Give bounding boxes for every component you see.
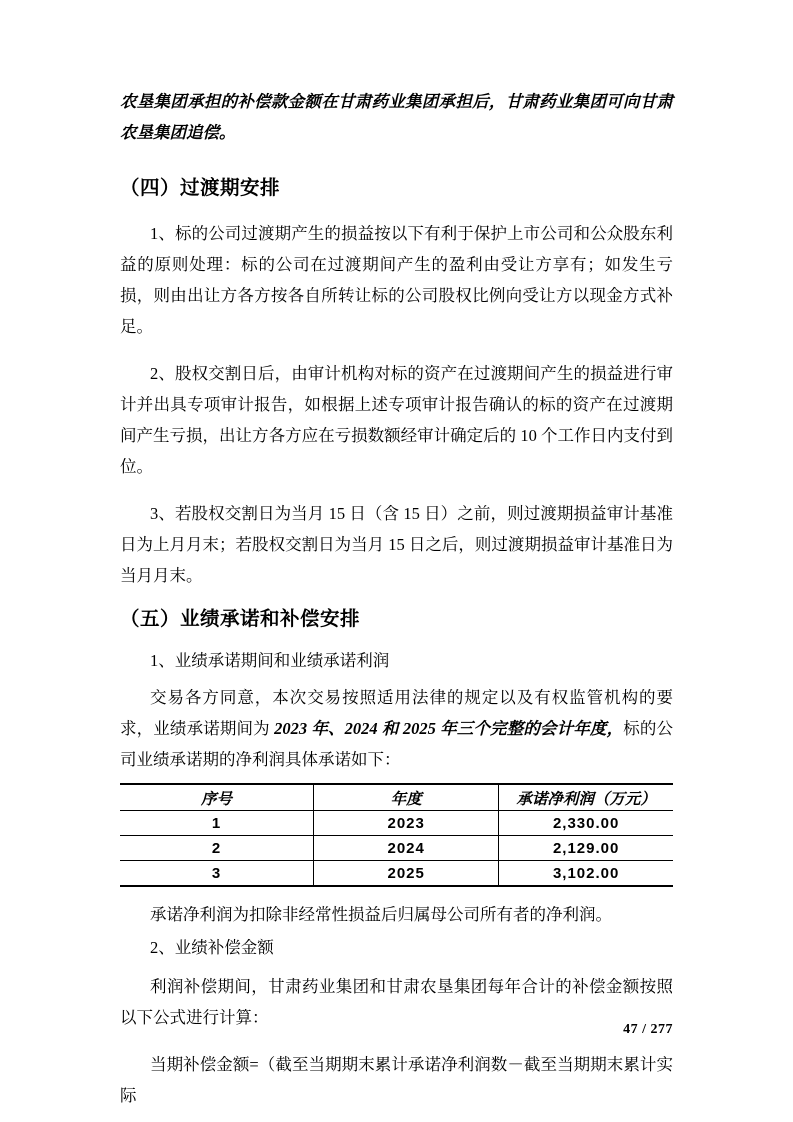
table-body [120,811,673,887]
section5-heading: （五）业绩承诺和补偿安排 [120,608,361,630]
commitment-text: 交易各方同意，本次交易按照适用法律的规定以及有权监管机构的要求，业绩承诺期间为 [120,688,673,738]
page-number: 47 / 277 [623,1022,673,1037]
table-cell: 2024 [314,836,499,861]
table-cell: 3 [211,864,222,882]
table-header-cell: 序号 [120,784,314,811]
table-row [120,836,673,861]
section4-heading: （四）过渡期安排 [120,177,281,199]
intro-paragraph: 农垦集团承担的补偿款金额在甘肃药业集团承担后，甘肃药业集团可向甘肃农垦集团追偿。 [120,92,673,142]
note-paragraph: 承诺净利润为扣除非经常性损益后归属母公司所有者的净利润。 [150,905,612,924]
table-cell: 2,330.00 [499,811,673,836]
section4-paragraph-2: 2、股权交割日后，由审计机构对标的资产在过渡期间产生的损益进行审计并出具专项审计报告，如根据上述专项审计报告确认的标的资产在过渡期间产生亏损，出让方各方应在亏损数额经审计确定后的 10 个工作日内支付到位。 [120,364,673,476]
table-cell: 2,129.00 [499,836,673,861]
section4-paragraph-1: 1、标的公司过渡期产生的损益按以下有利于保护上市公司和公众股东利益的原则处理：标的公司在过渡期间产生的盈利由受让方享有；如发生亏损，则由出让方各方按各自所转让标的公司股权比例向受让方以现金方式补足。 [120,224,673,336]
commitment-text: 标的公司业绩承诺期的净利润具体承诺如下： [120,719,674,769]
table-header-cell: 承诺净利润（万元） [499,784,673,811]
document-content [120,0,673,1111]
table-header-cell: 年度 [314,784,499,811]
commitment-paragraph [120,682,673,775]
item1-heading: 1、业绩承诺期间和业绩承诺利润 [150,651,390,670]
table-cell: 2025 [314,861,499,887]
commitment-period-bold-text: 2023 年、2024 和 2025 年三个完整的会计年度， [274,719,624,738]
formula-line-paragraph: 当期补偿金额=（截至当期期末累计承诺净利润数－截至当期期末累计实际 [120,1055,673,1105]
table-cell: 1 [120,811,314,836]
section4-paragraph-3: 3、若股权交割日为当月 15 日（含 15 日）之前，则过渡期损益审计基准日为上月月末；若股权交割日为当月 15 日之后，则过渡期损益审计基准日为当月月末。 [120,504,673,585]
table-cell: 3,102.00 [499,861,673,887]
table-cell: 2 [120,836,314,861]
profit-commitment-table [120,783,673,887]
item2-heading: 2、业绩补偿金额 [150,938,274,957]
table-head [120,784,673,811]
table-row [120,861,673,887]
table-row [120,811,673,836]
table-header-row [120,784,673,811]
table-cell: 2023 [314,811,499,836]
formula-intro-paragraph: 利润补偿期间，甘肃药业集团和甘肃农垦集团每年合计的补偿金额按照以下公式进行计算： [120,977,673,1027]
